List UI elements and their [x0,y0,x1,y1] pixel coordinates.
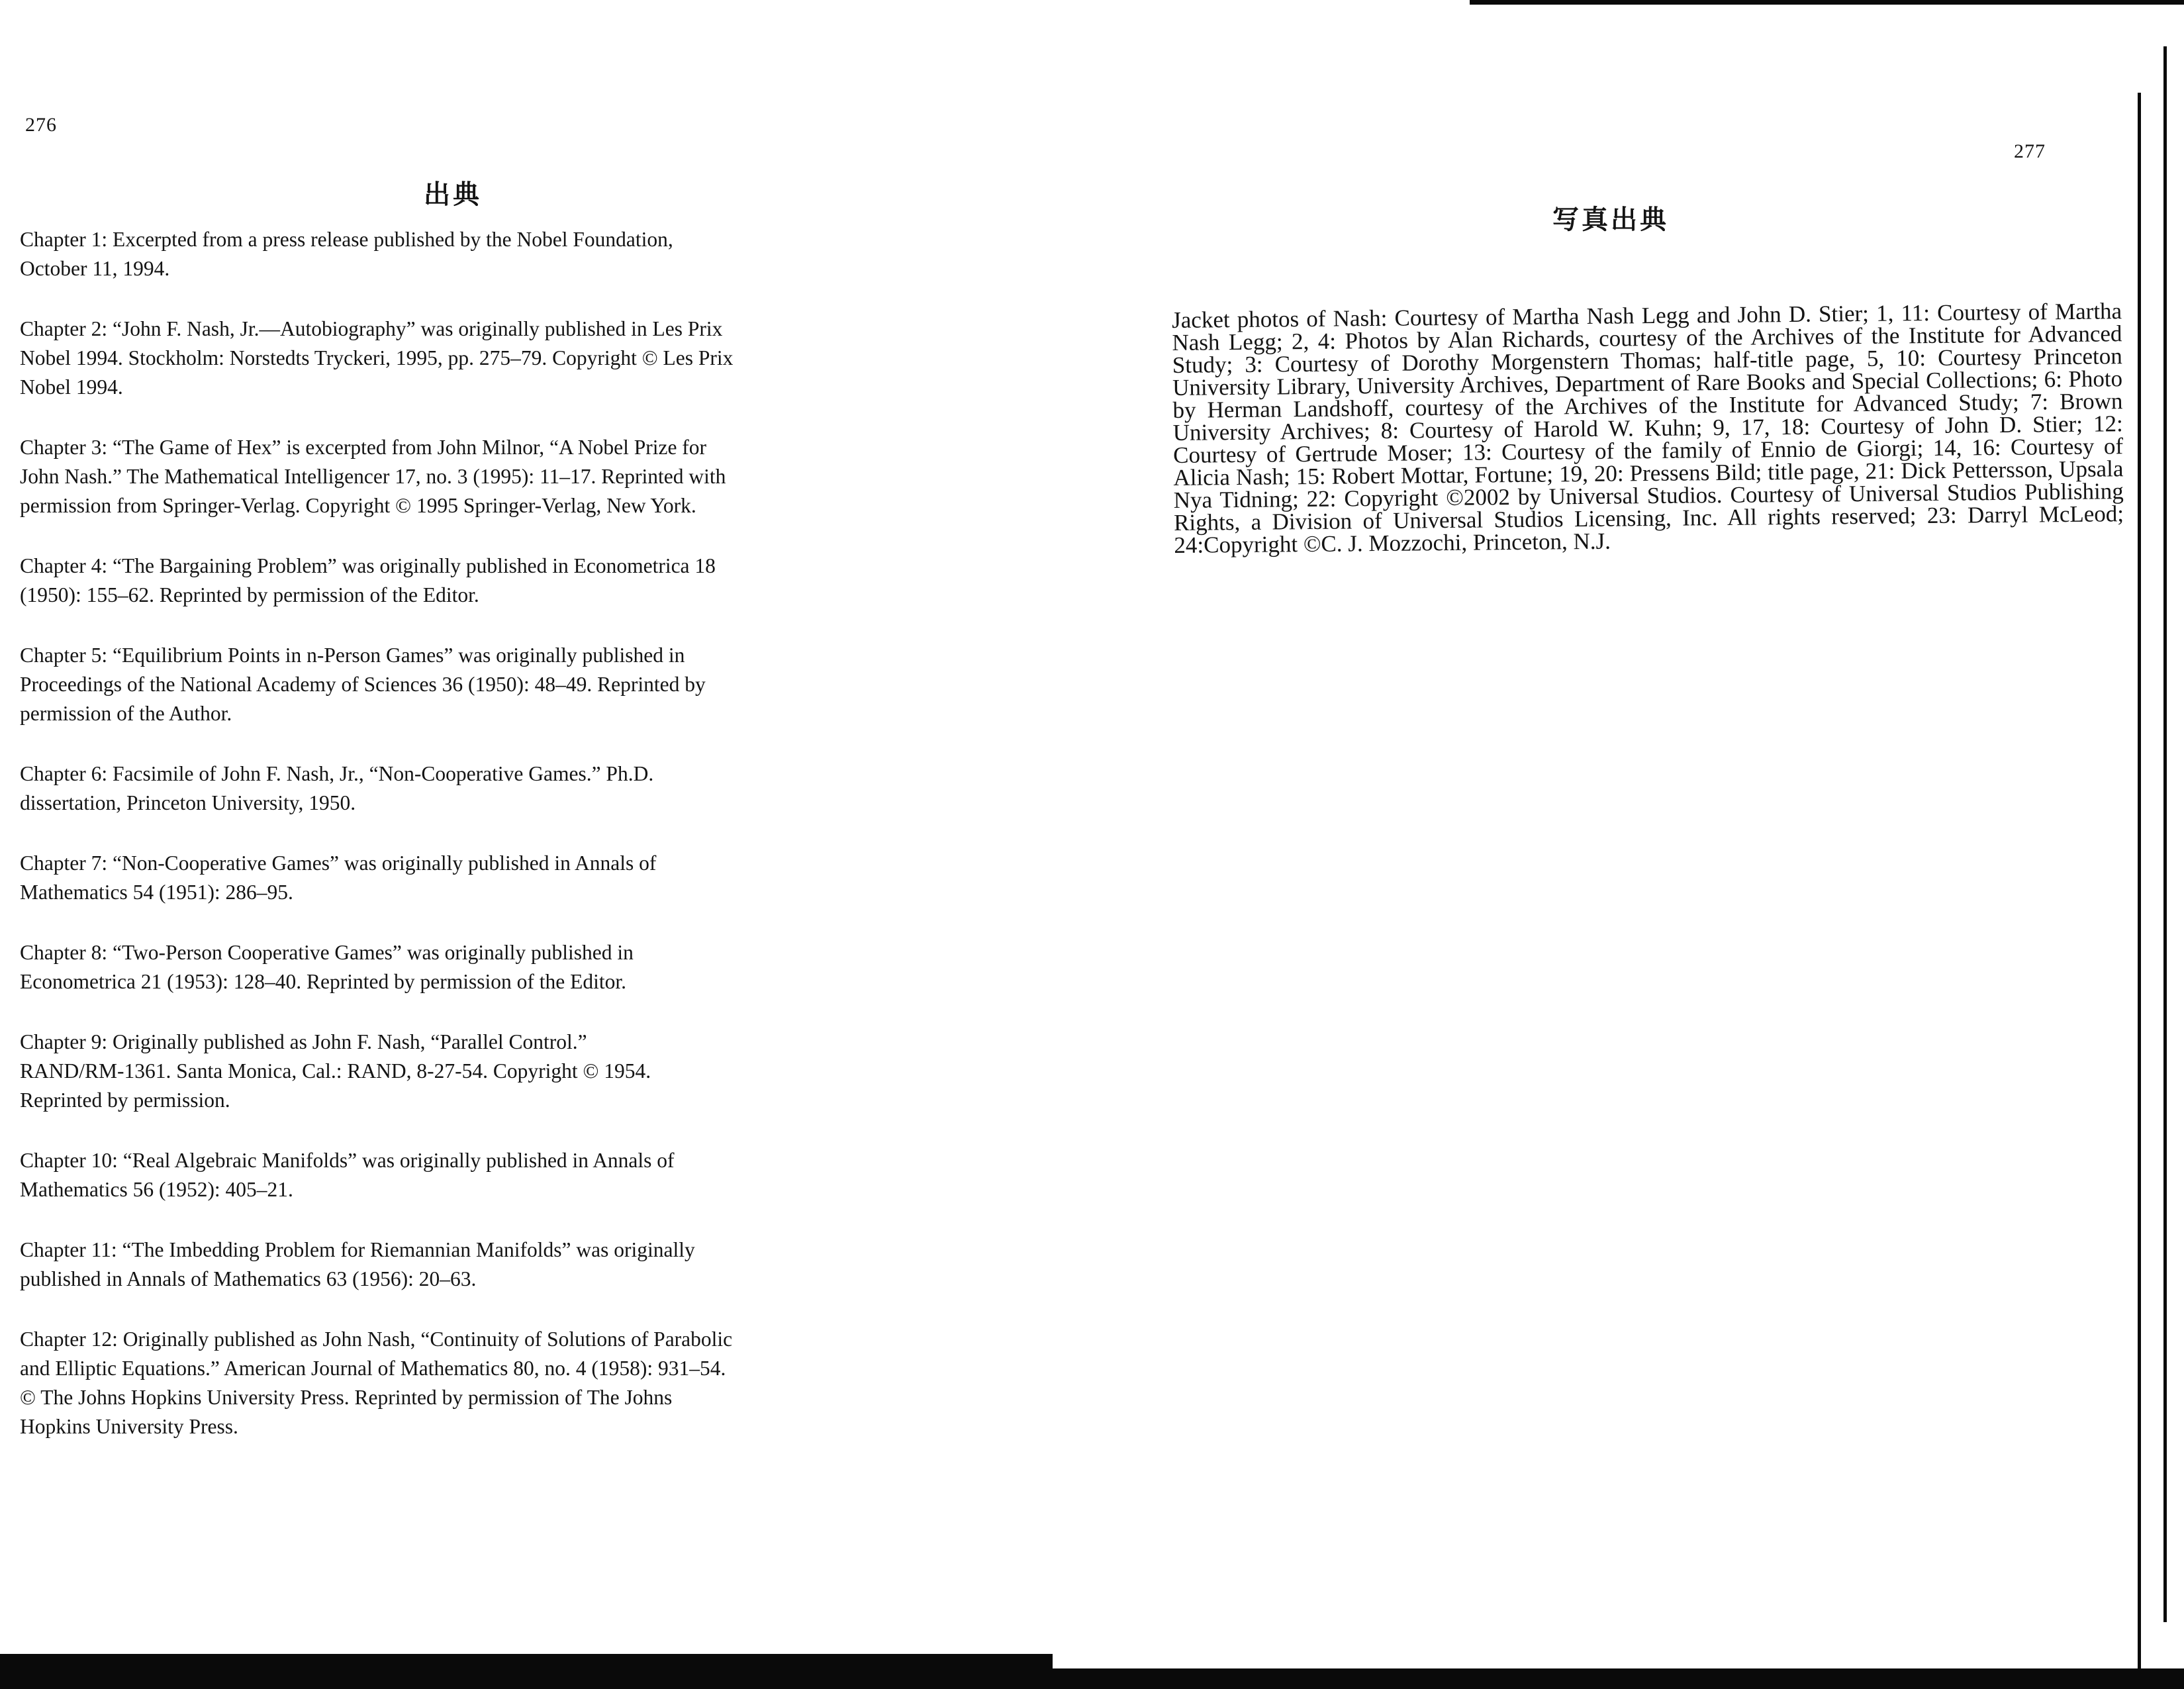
photo-credits-text: Jacket photos of Nash: Courtesy of Martha Nash Legg and John D. Stier; 1, 11: Courtesy of Martha Nash Legg; 2, 4: Photos by Alan Richards, courtesy of the Archives of the Institute for Advanced Study; 3: Courtesy of Dorothy Morgenstern Thomas; half-title page, 5, 10: Courtesy Princeton University Library, University Archives, Department of Rare Books and Special Collections; 6: Photo by Herman Landshoff, courtesy of the Archives of the Institute for Advanced Study; 7: Brown University Archives; 8: Courtesy of Harold W. Kuhn; 9, 17, 18: Courtesy of John D. Stier; 12: Courtesy of Gertrude Moser; 13: Courtesy of the family of Ennio de Giorgi; 14, 16: Courtesy of Alicia Nash; 15: Robert Mottar, Fortune; 19, 20: Pressens Bild; title page, 21: Dick Pettersson, Upsala Nya Tidning; 22: Copyright ©2002 by Universal Studios. Courtesy of Universal Studios Publishing Rights, a Division of Universal Studios Licensing, Inc. All rights reserved; 23: Darryl McLeod; 24:Copyright ©C. J. Mozzochi, Princeton, N.J. [1171,298,2124,558]
source-entry-chapter-11: Chapter 11: “The Imbedding Problem for Riemannian Manifolds” was originally published in Annals of Mathematics 63 (1956): 20–63. [20,1238,695,1290]
photo-credits-heading: 写真出典 [1552,205,1669,235]
scan-far-right-edge [2163,46,2167,1622]
source-list [20,225,867,1472]
source-entry-chapter-8: Chapter 8: “Two-Person Cooperative Games” was originally published in Econometrica 21 (1953): 128–40. Reprinted by permission of the Editor. [20,941,634,993]
source-entry-chapter-9: Chapter 9: Originally published as John F. Nash, “Parallel Control.” RAND/RM-1361. Santa Monica, Cal.: RAND, 8-27-54. Copyright © 1954. Reprinted by permission. [20,1030,651,1112]
left-page-number: 276 [25,114,57,136]
source-entry-chapter-1: Chapter 1: Excerpted from a press release published by the Nobel Foundation, October 11, 1994. [20,228,673,280]
source-entry-chapter-5: Chapter 5: “Equilibrium Points in n-Person Games” was originally published in Proceedings of the National Academy of Sciences 36 (1950): 48–49. Reprinted by permission of the Author. [20,644,706,725]
source-entry-chapter-7: Chapter 7: “Non-Cooperative Games” was originally published in Annals of Mathematics 54 (1951): 286–95. [20,851,657,904]
source-entry-chapter-2: Chapter 2: “John F. Nash, Jr.—Autobiography” was originally published in Les Prix Nobel 1994. Stockholm: Norstedts Tryckeri, 1995, pp. 275–79. Copyright © Les Prix Nobel 1994. [20,317,734,399]
sources-heading: 出典 [424,179,482,210]
scan-top-edge [1470,0,2184,5]
right-page [1059,0,2184,1689]
source-entry-chapter-6: Chapter 6: Facsimile of John F. Nash, Jr., “Non-Cooperative Games.” Ph.D. dissertation, Princeton University, 1950. [20,762,654,814]
scan-bottom-edge [0,1654,1053,1689]
right-page-number: 277 [2014,140,2046,162]
scan-bottom-gutter [1053,1668,2184,1689]
source-entry-chapter-4: Chapter 4: “The Bargaining Problem” was originally published in Econometrica 18 (1950): 155–62. Reprinted by permission of the Editor. [20,554,716,606]
source-entry-chapter-12: Chapter 12: Originally published as John Nash, “Continuity of Solutions of Parabolic and Elliptic Equations.” American Journal of Mathematics 80, no. 4 (1958): 931–54. © The Johns Hopkins University Press. Reprinted by permission of The Johns Hopkins University Press. [20,1327,733,1438]
left-page [0,0,1059,1689]
source-entry-chapter-10: Chapter 10: “Real Algebraic Manifolds” was originally published in Annals of Mathematics 56 (1952): 405–21. [20,1149,675,1201]
scan-right-edge [2138,93,2141,1682]
source-entry-chapter-3: Chapter 3: “The Game of Hex” is excerpted from John Milnor, “A Nobel Prize for John Nash.” The Mathematical Intelligencer 17, no. 3 (1995): 11–17. Reprinted with permission from Springer-Verlag. Copyright © 1995 Springer-Verlag, New York. [20,436,726,517]
